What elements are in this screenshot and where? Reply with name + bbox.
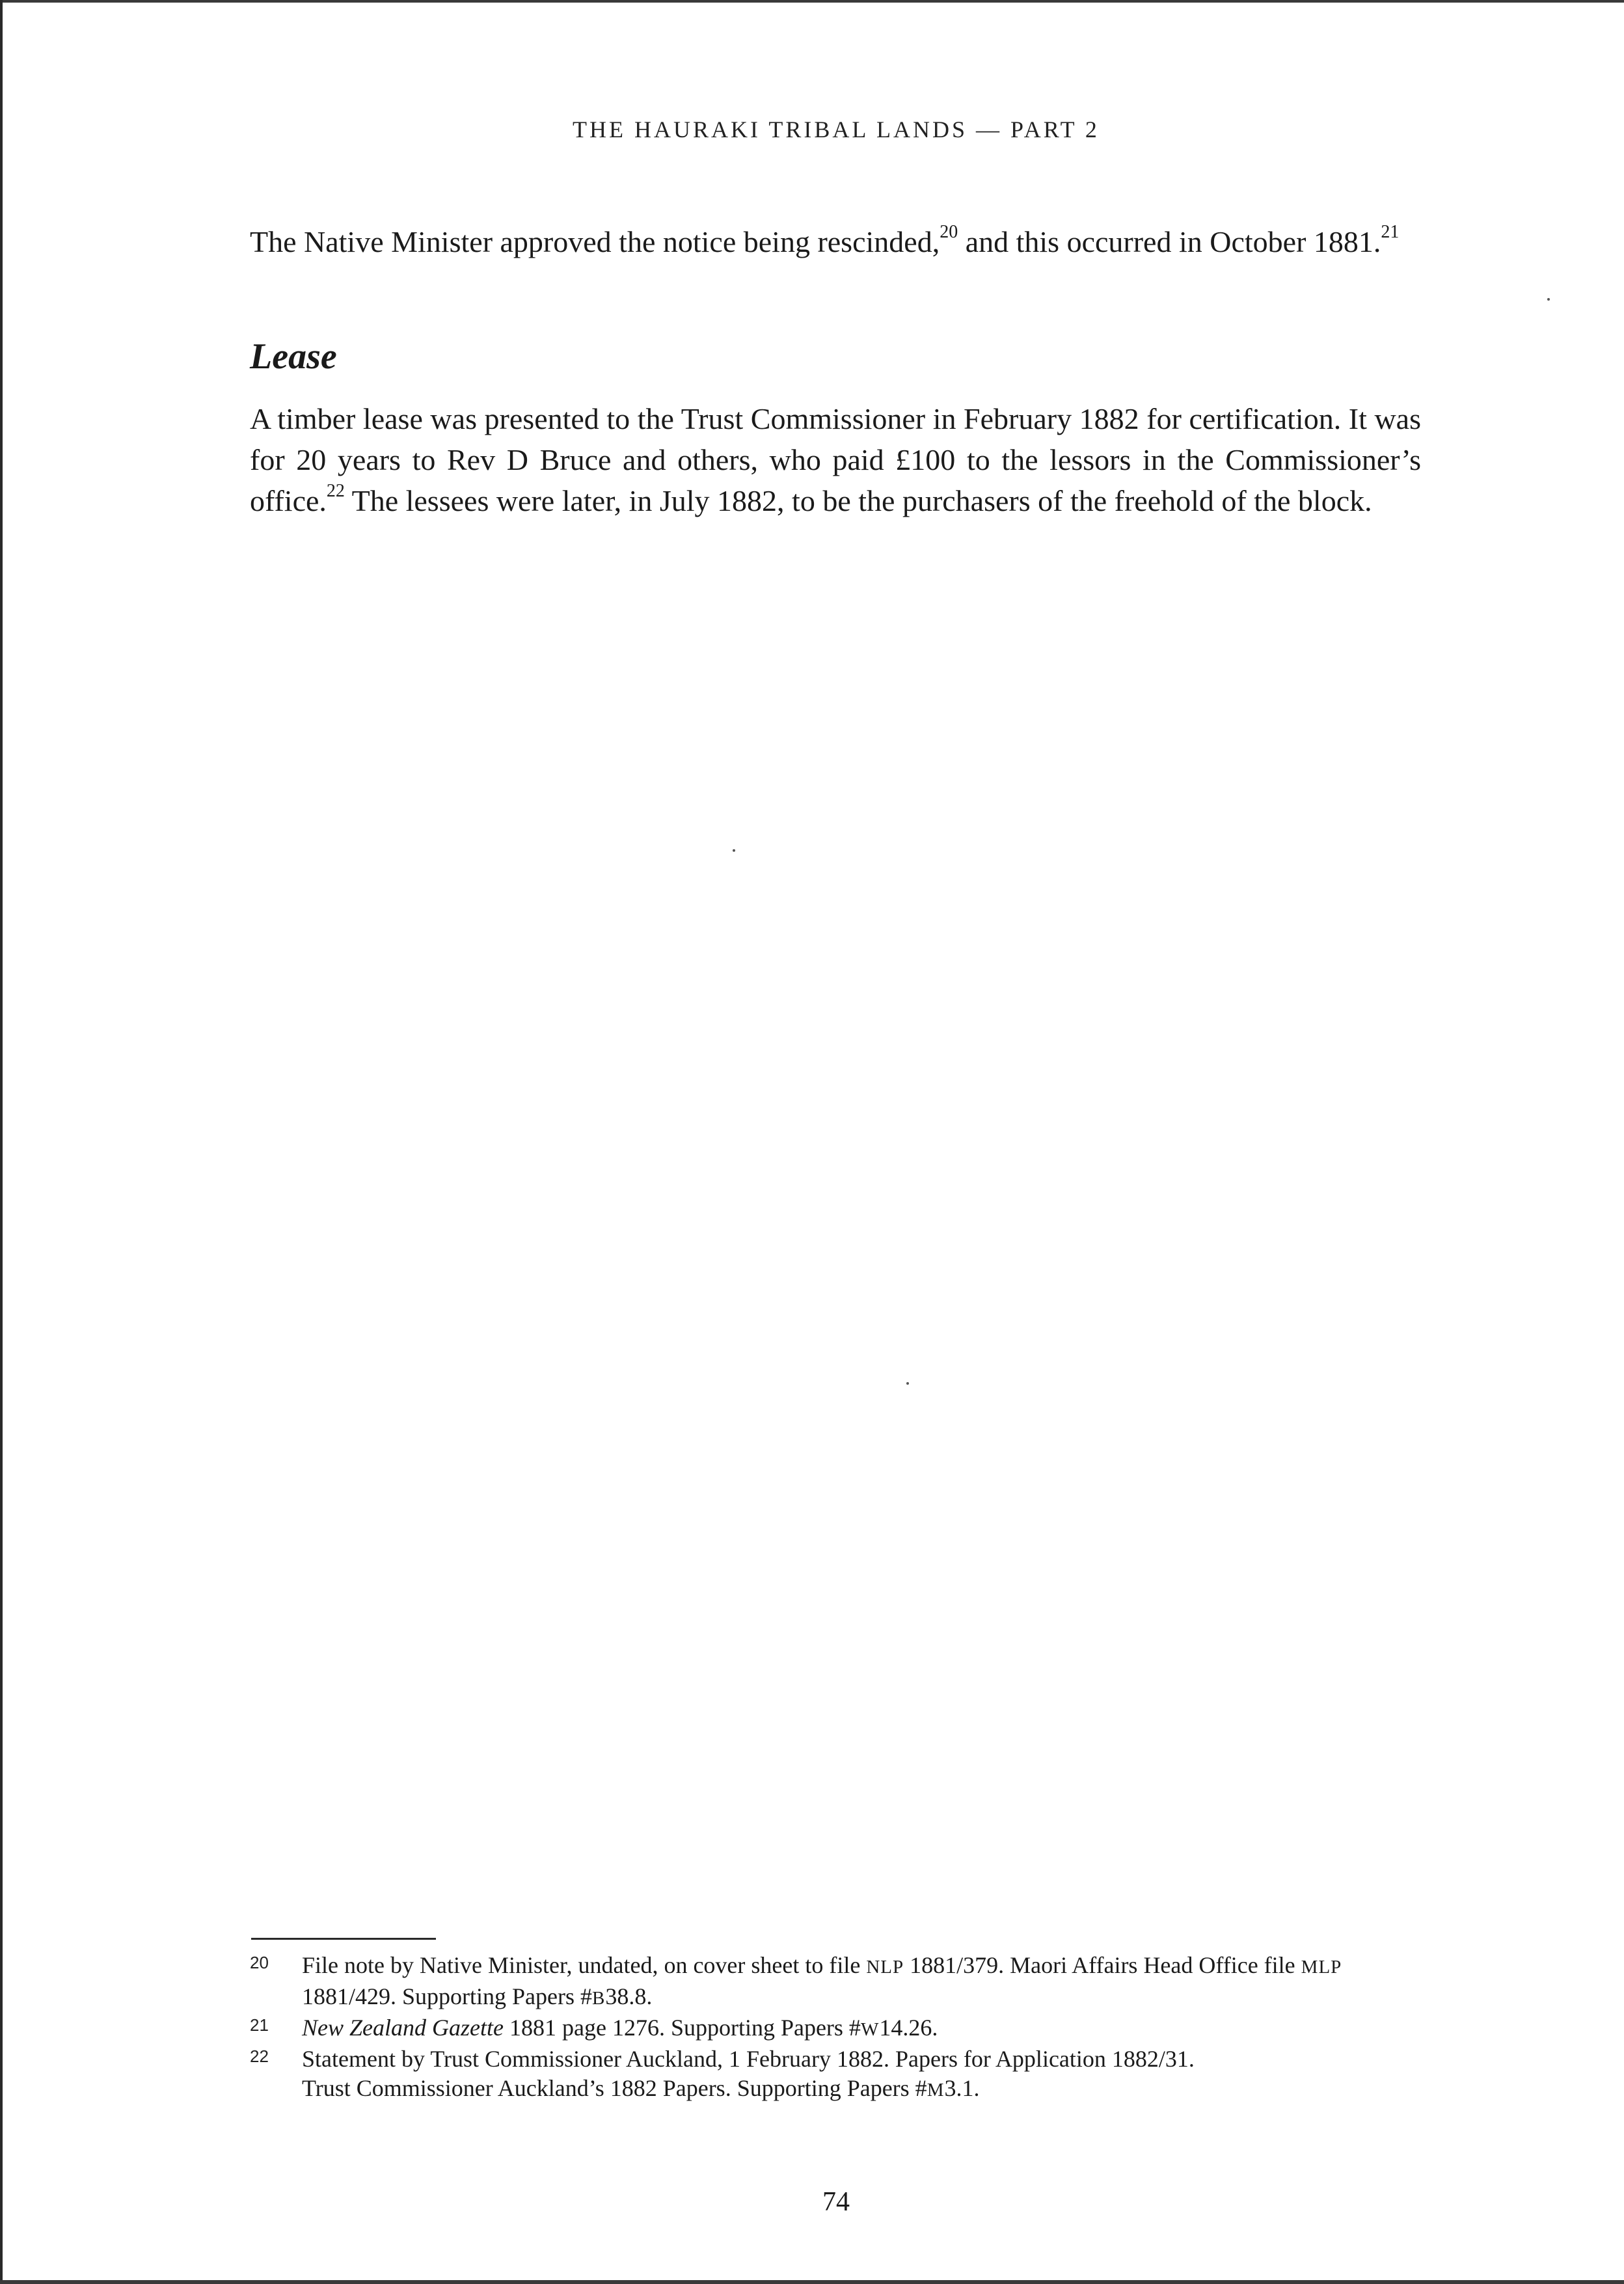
scan-speck (906, 1382, 909, 1385)
scan-edge-left (0, 0, 3, 2284)
footnote-rule (251, 1938, 436, 1940)
paragraph-1-text-b: and this occurred in October 1881. (958, 225, 1381, 258)
footnote-text (302, 2045, 1414, 2105)
footnote-text-part: 3.1. (944, 2075, 980, 2101)
footnote-text-part: Statement by Trust Commissioner Auckland, 1 February 1882. Papers for Application 1882/31. (302, 2046, 1195, 2072)
paragraph-2-text-b: The lessees were later, in July 1882, to be the purchasers of the freehold of the block. (344, 484, 1372, 517)
footnote-text-part: 1881 page 1276. Supporting Papers # (503, 2015, 861, 2041)
footnote-text-part: 1881/429. Supporting Papers # (302, 1983, 592, 2009)
footnotes (250, 1951, 1414, 2105)
footnote-text-part: 1881/379. Maori Affairs Head Office file (904, 1952, 1301, 1978)
scan-speck (733, 849, 735, 852)
footnote-number: 22 (250, 2046, 269, 2066)
paragraph-2 (250, 398, 1421, 521)
scan-speck (1547, 298, 1550, 301)
footnote-abbr: MLP (1301, 1957, 1342, 1978)
footnote-number: 20 (250, 1953, 269, 1972)
scan-edge-bottom (0, 2280, 1624, 2284)
footnote-text-part: Trust Commissioner Auckland’s 1882 Papers. Supporting Papers # (302, 2075, 927, 2101)
footnote-text-part: 14.26. (879, 2015, 938, 2041)
footnote-ref-22[interactable]: 22 (326, 480, 345, 501)
footnote-abbr: B (592, 1988, 606, 2009)
section-heading-lease: Lease (250, 336, 337, 377)
paragraph-1-text-a: The Native Minister approved the notice being rescinded, (250, 225, 940, 258)
paragraph-1 (250, 221, 1421, 262)
footnote-ref-21[interactable]: 21 (1381, 221, 1400, 242)
footnote-text-part: 38.8. (605, 1983, 653, 2009)
footnote-abbr: M (927, 2080, 945, 2100)
footnote-publication-title: New Zealand Gazette (302, 2015, 504, 2041)
footnote-22 (250, 2045, 1414, 2105)
footnote-20 (250, 1951, 1414, 2013)
footnote-abbr: NLP (866, 1957, 904, 1978)
footnote-number: 21 (250, 2015, 269, 2035)
scan-edge-top (0, 0, 1624, 3)
page-number: 74 (822, 2187, 850, 2217)
footnote-text (302, 2013, 1414, 2045)
footnote-abbr: W (860, 2019, 880, 2040)
paragraph-2-text-a: A timber lease was presented to the Trust Commissioner in February 1882 for certification. It was for 20 years to Rev D Bruce and others, who paid £100 to the lessors in the Commissioner’s office. (250, 402, 1421, 517)
running-head: THE HAURAKI TRIBAL LANDS — PART 2 (573, 116, 1100, 143)
footnote-ref-20[interactable]: 20 (940, 221, 958, 242)
footnote-21 (250, 2013, 1414, 2045)
footnote-text (302, 1951, 1414, 2013)
footnote-text-part: File note by Native Minister, undated, on cover sheet to file (302, 1952, 867, 1978)
